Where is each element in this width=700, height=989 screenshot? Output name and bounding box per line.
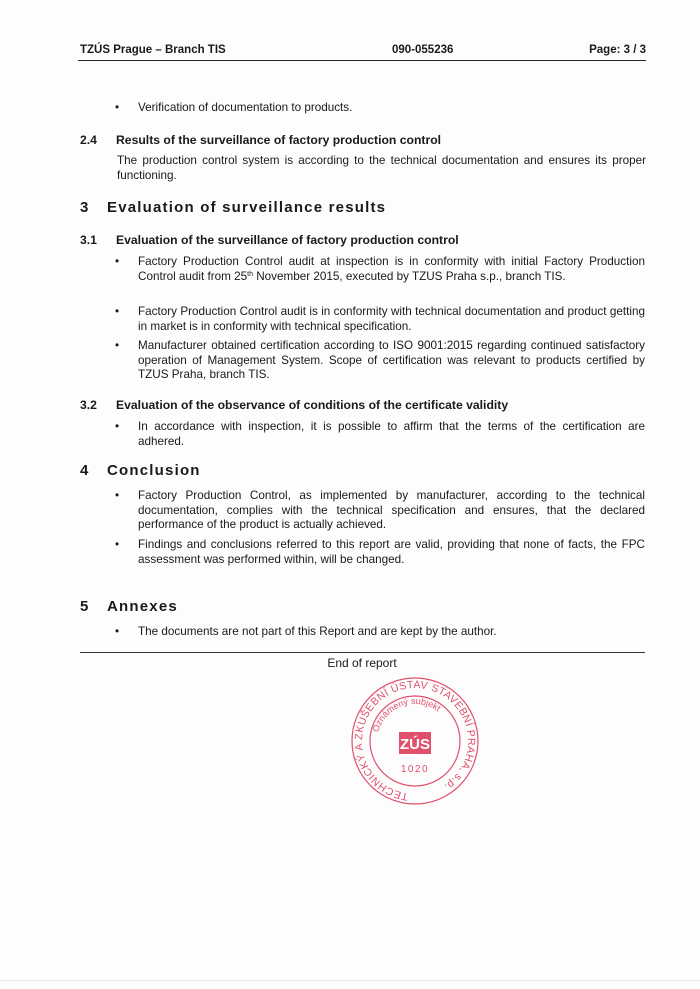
section-number: 3.2	[80, 398, 97, 412]
section-title: Evaluation of the surveillance of factory production control	[116, 233, 459, 247]
list-item-text: Findings and conclusions referred to this report are valid, providing that none of facts, the FPC assessment was performed within, will be changed.	[138, 538, 645, 566]
text-fragment: November 2015, executed by TZUS Praha s.p., branch TIS.	[252, 269, 566, 283]
header-org: TZÚS Prague – Branch TIS	[80, 44, 226, 56]
header-page-number: Page: 3 / 3	[589, 44, 646, 56]
section-number: 4	[80, 462, 90, 479]
stamp-logo: ZÚS	[400, 736, 430, 753]
section-number: 5	[80, 598, 90, 615]
section-title: Results of the surveillance of factory production control	[116, 133, 442, 147]
page-bottom-edge	[0, 980, 700, 981]
section-title: Evaluation of surveillance results	[107, 199, 387, 216]
end-of-report: End of report	[327, 656, 397, 670]
list-item-text: Factory Production Control, as implemented by manufacturer, according to the technical documentation, complies with the technical specification and ensures, that the declared performance of the product is actually achieved.	[138, 489, 645, 532]
page-header	[78, 44, 646, 60]
ordinal-suffix: th	[247, 270, 253, 278]
section-number: 3.1	[80, 233, 97, 247]
section-number: 3	[80, 199, 90, 216]
bullet-icon: •	[115, 538, 120, 551]
header-report-number: 090-055236	[392, 44, 454, 56]
bullet-icon: •	[115, 625, 120, 638]
section-title: Annexes	[107, 598, 178, 615]
bullet-icon: •	[115, 305, 120, 318]
list-item-text: The documents are not part of this Report and are kept by the author.	[138, 625, 497, 638]
stamp-ring-text: TECHNICKÝ A ZKUŠEBNÍ ÚSTAV STAVEBNÍ PRAHA, s.p.	[352, 678, 478, 803]
header-rule	[78, 60, 646, 61]
bullet-icon: •	[115, 420, 120, 433]
list-item-text: Verification of documentation to products.	[138, 101, 353, 114]
official-stamp-icon	[347, 676, 483, 806]
section-title: Conclusion	[107, 462, 201, 479]
list-item-text: Factory Production Control audit is in conformity with technical documentation and product getting in market is in conformity with technical specification.	[138, 305, 645, 333]
bullet-icon: •	[115, 101, 120, 114]
section-number: 2.4	[80, 133, 97, 147]
bullet-icon: •	[115, 489, 120, 502]
list-item-text: Manufacturer obtained certification according to ISO 9001:2015 regarding continued satisfactory operation of Management System. Scope of certification was relevant to products certified by TZUS Praha, branch TIS.	[138, 339, 645, 382]
list-item-text	[138, 255, 645, 284]
list-item-text: In accordance with inspection, it is possible to affirm that the terms of the certification are adhered.	[138, 420, 645, 448]
stamp-inner-text: Oznámený subjekt	[370, 695, 443, 734]
section-title: Evaluation of the observance of conditions of the certificate validity	[116, 398, 509, 412]
section-2-4-text: The production control system is according to the technical documentation and ensures its proper functioning.	[117, 154, 646, 182]
bullet-icon: •	[115, 339, 120, 352]
end-rule	[80, 652, 645, 653]
stamp-number: 1020	[400, 764, 430, 775]
bullet-icon: •	[115, 255, 120, 268]
text-fragment: Factory Production Control audit at inspection is in conformity with initial Factory Production Control audit from 25	[138, 255, 645, 283]
